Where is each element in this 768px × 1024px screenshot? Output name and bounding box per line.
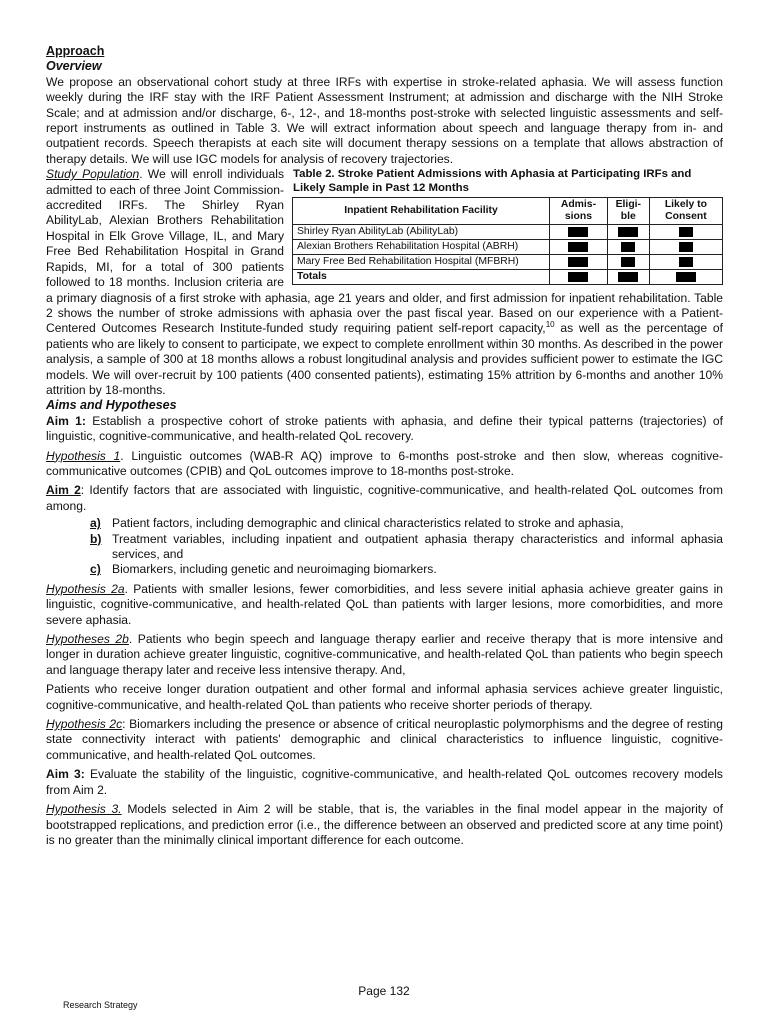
table-row bbox=[293, 255, 723, 270]
redaction-block bbox=[679, 257, 693, 267]
aim-2-text: : Identify factors that are associated with linguistic, cognitive-communicative, and health-related QoL outcomes from among. bbox=[46, 483, 723, 513]
redaction-block bbox=[618, 272, 638, 282]
aim-1 bbox=[46, 414, 723, 445]
col-header-consent: Likely to Consent bbox=[649, 198, 722, 225]
table-header-row bbox=[293, 198, 723, 225]
list-item bbox=[90, 562, 723, 577]
study-population-label: Study Population bbox=[46, 167, 140, 182]
subheading-aims: Aims and Hypotheses bbox=[46, 398, 177, 413]
hypothesis-2b-text: . Patients who begin speech and language therapy earlier and receive therapy that is more intensive and longer in duration achieve greater linguistic, cognitive-communicative, and health-related QoL than patients who begin speech and language therapy later and receive less intensive therapy. And, bbox=[46, 632, 723, 677]
redaction-block bbox=[568, 272, 588, 282]
table-row bbox=[293, 240, 723, 255]
hypothesis-2c-text: : Biomarkers including the presence or absence of critical neuroplastic polymorphisms and the degree of resting state connectivity interact with patients' demographic and clinical characteristics to influence linguistic, cognitive-communicative, and health-related QoL outcomes. bbox=[46, 717, 723, 762]
hypothesis-3-text: Models selected in Aim 2 will be stable, that is, the variables in the final model appear in the majority of bootstrapped replications, and prediction error (i.e., the difference between an observed and predicted score at any time point) is no greater than the minimally clinical important difference for each outcome. bbox=[46, 802, 723, 847]
study-population-text-2: as well as the percentage of patients who are likely to consent to participate, we expect to complete enrollment within 30 months. As described in the power analysis, a sample of 300 at 18 months allows a robust longitudinal analysis and provides sufficient power to estimate the IGC models. We will over-recruit by 100 patients (400 consented patients), estimating 15% attrition by 6-months and another 10% attrition by 18-months. bbox=[46, 321, 723, 397]
aim-2-list bbox=[90, 516, 723, 578]
reference-superscript: 10 bbox=[545, 320, 555, 330]
hypothesis-2c-label: Hypothesis 2c bbox=[46, 717, 123, 732]
list-text: Patient factors, including demographic and clinical characteristics related to stroke and aphasia, bbox=[112, 516, 624, 531]
footer-label: Research Strategy bbox=[63, 1000, 138, 1010]
aim-2 bbox=[46, 483, 723, 514]
redacted-cell bbox=[550, 270, 608, 285]
table-caption: Table 2. Stroke Patient Admissions with Aphasia at Participating IRFs and Likely Sample in Past 12 Months bbox=[293, 168, 692, 195]
study-population-section bbox=[46, 167, 723, 398]
table-row bbox=[293, 225, 723, 240]
redaction-block bbox=[621, 242, 635, 252]
redacted-cell bbox=[649, 270, 722, 285]
aim-2-label: Aim 2 bbox=[46, 483, 81, 498]
hypothesis-3-label: Hypothesis 3. bbox=[46, 802, 122, 817]
redacted-cell bbox=[649, 240, 722, 255]
hypothesis-2a-text: . Patients with smaller lesions, fewer comorbidities, and less severe initial aphasia achieve greater gains in linguistic, cognitive-communicative, and health-related QoL than patients with larger lesions, more comorbidities, and more severe aphasia. bbox=[46, 581, 723, 627]
list-text: Biomarkers, including genetic and neuroimaging biomarkers. bbox=[112, 562, 437, 577]
list-text: Treatment variables, including inpatient and outpatient aphasia therapy characteristics and informal aphasia services, and bbox=[112, 531, 723, 561]
aim-3 bbox=[46, 767, 723, 798]
facility-cell: Mary Free Bed Rehabilitation Hospital (MFBRH) bbox=[293, 255, 550, 270]
hypothesis-2a-label: Hypothesis 2a bbox=[46, 581, 125, 596]
table-totals-row bbox=[293, 270, 723, 285]
totals-cell: Totals bbox=[293, 270, 550, 285]
document-body bbox=[46, 44, 723, 848]
study-population-text: . We will enroll individuals admitted to each of three Joint Commission-accredited IRFs. The Shirley Ryan AbilityLab, Alexian Brothers Rehabilitation Hospital in Elk Grove Village, IL, and Mary Free Bed Rehabilitation Hospital in Grand Rapids, MI, for a total of 300 patients followed to 18 months. Inclusion criteria are a primary diagnosis of a first stroke with aphasia, age 21 years and older, and first admission for inpatient rehabilitation. Table 2 shows the number of stroke admissions with aphasia over the past fiscal year. Based on our experience with a Patient-Centered Outcomes Research Institute-funded study requiring patient self-report capacity, bbox=[46, 167, 723, 336]
col-header-admissions: Admis-sions bbox=[550, 198, 608, 225]
col-header-eligible: Eligi-ble bbox=[607, 198, 649, 225]
hypothesis-2b-continued: Patients who receive longer duration outpatient and other formal and informal aphasia services achieve greater linguistic, cognitive-communicative, and health-related QoL than patients who receive shorter periods of therapy. bbox=[46, 682, 723, 712]
redaction-block bbox=[618, 227, 638, 237]
aim-1-label: Aim 1: bbox=[46, 413, 86, 428]
redacted-cell bbox=[550, 240, 608, 255]
hypothesis-2b bbox=[46, 632, 723, 678]
hypothesis-1-label: Hypothesis 1 bbox=[46, 448, 121, 463]
subheading-overview: Overview bbox=[46, 59, 102, 74]
redaction-block bbox=[568, 257, 588, 267]
aim-1-text: Establish a prospective cohort of stroke patients with aphasia, and define their typical patterns (trajectories) of linguistic, cognitive-communicative, and health-related QoL recovery. bbox=[46, 413, 723, 444]
redaction-block bbox=[568, 242, 588, 252]
redacted-cell bbox=[607, 225, 649, 240]
facility-cell: Shirley Ryan AbilityLab (AbilityLab) bbox=[293, 225, 550, 240]
section-heading-approach: Approach bbox=[46, 44, 105, 58]
redaction-block bbox=[679, 227, 693, 237]
admissions-table bbox=[292, 197, 723, 285]
hypothesis-1 bbox=[46, 449, 723, 480]
list-label: b) bbox=[90, 531, 102, 546]
hypothesis-1-text: . Linguistic outcomes (WAB-R AQ) improve to 6-months post-stroke and then slow, whereas cognitive-communicative outcomes (CPIB) and QoL outcomes improve to 18-months post-stroke. bbox=[46, 448, 723, 478]
redacted-cell bbox=[607, 270, 649, 285]
redacted-cell bbox=[550, 255, 608, 270]
list-item bbox=[90, 516, 723, 531]
hypothesis-2a bbox=[46, 582, 723, 628]
overview-paragraph: We propose an observational cohort study at three IRFs with expertise in stroke-related aphasia. We will assess function weekly during the IRF stay with the IRF Patient Assessment Instrument; at admission and discharge with the NIH Stroke Scale; and at admission and/or discharge, 6-, 12-, and 18-months post-stroke with selected linguistic assessments and self-report instruments as outlined in Table 3. We will extract information about speech and language therapy from in- and outpatient records. Speech therapists at each site will document therapy sessions on a template that allows abstraction of therapy details. We will use IGC models for analysis of recovery trajectories. bbox=[46, 74, 723, 166]
col-header-facility: Inpatient Rehabilitation Facility bbox=[293, 198, 550, 225]
aim-3-label: Aim 3: bbox=[46, 767, 85, 782]
redaction-block bbox=[621, 257, 635, 267]
page-number: Page 132 bbox=[358, 984, 410, 998]
hypothesis-3 bbox=[46, 802, 723, 848]
redaction-block bbox=[568, 227, 588, 237]
list-item bbox=[90, 532, 723, 563]
hypothesis-2c bbox=[46, 717, 723, 763]
redacted-cell bbox=[607, 240, 649, 255]
facility-cell: Alexian Brothers Rehabilitation Hospital (ABRH) bbox=[293, 240, 550, 255]
redaction-block bbox=[679, 242, 693, 252]
table-2 bbox=[292, 167, 723, 285]
list-label: a) bbox=[90, 516, 101, 531]
list-label: c) bbox=[90, 562, 101, 577]
redacted-cell bbox=[649, 225, 722, 240]
redacted-cell bbox=[649, 255, 722, 270]
redaction-block bbox=[676, 272, 696, 282]
aim-3-text: Evaluate the stability of the linguistic, cognitive-communicative, and health-related QoL outcomes recovery models from Aim 2. bbox=[46, 767, 723, 797]
redacted-cell bbox=[607, 255, 649, 270]
redacted-cell bbox=[550, 225, 608, 240]
hypothesis-2b-label: Hypotheses 2b bbox=[46, 632, 129, 647]
